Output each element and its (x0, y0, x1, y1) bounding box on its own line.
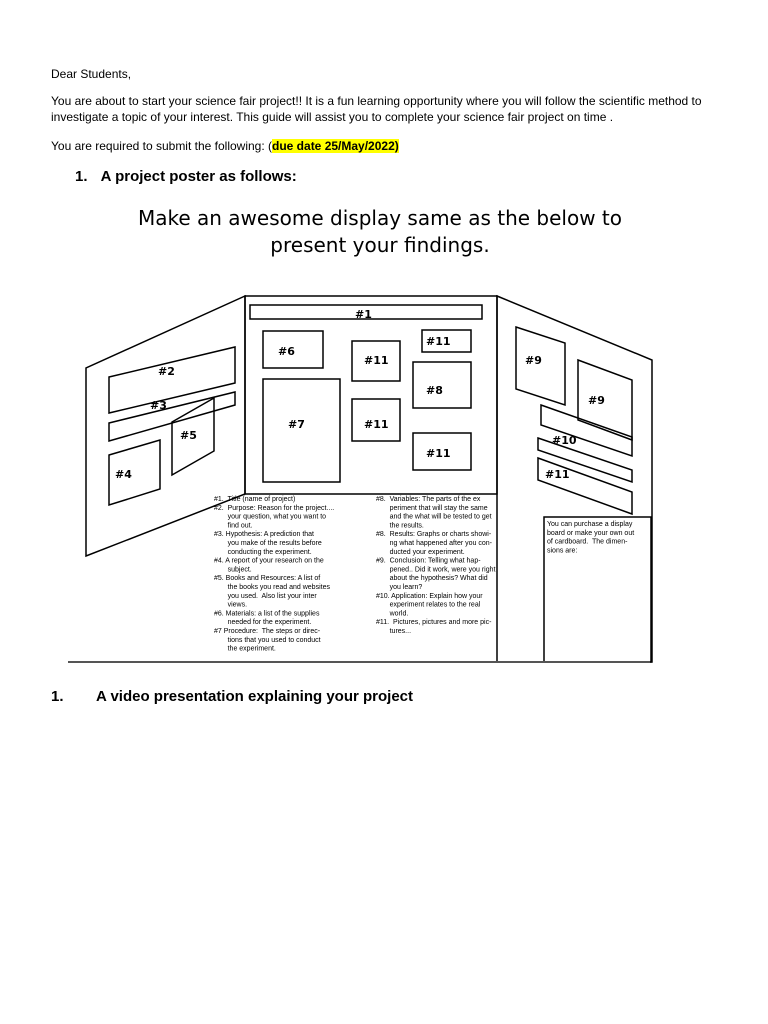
legend-right-line: world. (376, 610, 409, 618)
legend-right-line: ducted your experiment. (376, 548, 465, 556)
box-2 (109, 347, 235, 413)
label-11-a: #11 (364, 354, 389, 367)
label-7: #7 (288, 418, 305, 431)
legend-left-line: the experiment. (214, 645, 276, 653)
legend-left-line: #6. Materials: a list of the supplies (214, 610, 320, 618)
requirement-prefix: You are required to submit the following: ( (51, 139, 273, 153)
right-panel (497, 296, 652, 662)
note-line: board or make your own out (547, 529, 635, 537)
legend-left-line: the books you read and websites (214, 584, 330, 591)
legend-left-line: conducting the experiment. (214, 548, 312, 556)
label-10: #10 (552, 434, 577, 447)
label-11-b: #11 (426, 335, 451, 348)
legend-right-line: #8. Variables: The parts of the ex (376, 496, 481, 503)
legend-right-line: #10. Application: Explain how your (376, 592, 483, 600)
legend-right-line: ng what happened after you con- (376, 540, 492, 547)
label-11-e: #11 (545, 468, 570, 481)
greeting: Dear Students, (51, 67, 132, 81)
legend-left-line: #2. Purpose: Reason for the project.... (214, 504, 335, 512)
note-text (547, 521, 634, 554)
legend-left-line: tions that you used to conduct (214, 636, 321, 644)
legend-right-line: tures... (376, 628, 412, 635)
legend-left-line: find out. (214, 522, 253, 530)
label-3: #3 (150, 399, 167, 412)
legend-left-line: #3. Hypothesis: A prediction that (214, 531, 315, 539)
section-2-heading (51, 688, 413, 705)
legend-left-line: #7 Procedure: The steps or direc- (214, 628, 321, 635)
legend-right-line: experiment relates to the real (376, 601, 481, 609)
legend-left-line: #4. A report of your research on the (214, 557, 324, 565)
section-2-number: 1. (51, 688, 64, 705)
section-2-title: A video presentation explaining your project (96, 688, 413, 705)
intro-paragraph: You are about to start your science fair project!! It is a fun learning opportunity where you will follow the scientific method to investigate a topic of your interest. This guide will assist you to complete your science fair project on time . (51, 94, 702, 124)
legend-left-line: #1. Title (name of project) (214, 496, 296, 503)
legend-left-line: #5. Books and Resources: A list of (214, 575, 321, 583)
label-2: #2 (158, 365, 175, 378)
legend-left (214, 496, 334, 653)
legend-left-line: needed for the experiment. (214, 619, 312, 627)
legend-left-line: your question, what you want to (214, 513, 327, 521)
label-11-c: #11 (364, 418, 389, 431)
label-6: #6 (278, 345, 295, 358)
legend-left-line: you make of the results before (214, 540, 322, 547)
label-8: #8 (426, 384, 443, 397)
label-5: #5 (180, 429, 197, 442)
legend-right-line: pened.. Did it work, were you right (376, 566, 496, 574)
label-1: #1 (355, 308, 372, 321)
legend-left-line: subject. (214, 566, 252, 574)
label-11-d: #11 (426, 447, 451, 460)
center-panel (245, 296, 497, 494)
legend-right-line: about the hypothesis? What did (376, 575, 488, 583)
label-9-b: #9 (588, 394, 605, 407)
legend-right-line: #11. Pictures, pictures and more pic- (376, 619, 492, 627)
legend-right (376, 496, 495, 635)
label-4: #4 (115, 468, 132, 481)
legend-right-line: #8. Results: Graphs or charts showi- (376, 531, 492, 539)
legend-right-line: you learn? (376, 584, 423, 591)
legend-right-line: #9. Conclusion: Telling what hap- (376, 557, 481, 565)
legend-left-line: you used. Also list your inter (214, 592, 317, 600)
note-line: of cardboard. The dimen- (547, 538, 628, 546)
poster-heading: Make an awesome display same as the below to present your findings. (137, 206, 623, 257)
legend-right-line: and the what will be tested to get (376, 513, 492, 521)
note-line: You can purchase a display (547, 521, 633, 528)
section-1-title: A project poster as follows: (100, 168, 297, 185)
legend-left-line: views. (214, 601, 248, 609)
box-10 (541, 405, 632, 456)
note-line: sions are: (547, 547, 578, 555)
legend-right-line: periment that will stay the same (376, 504, 488, 512)
section-1-number: 1. (75, 168, 88, 185)
label-9-a: #9 (525, 354, 542, 367)
due-date-highlight: due date 25/May/2022) (272, 139, 399, 153)
legend-right-line: the results. (376, 522, 424, 530)
